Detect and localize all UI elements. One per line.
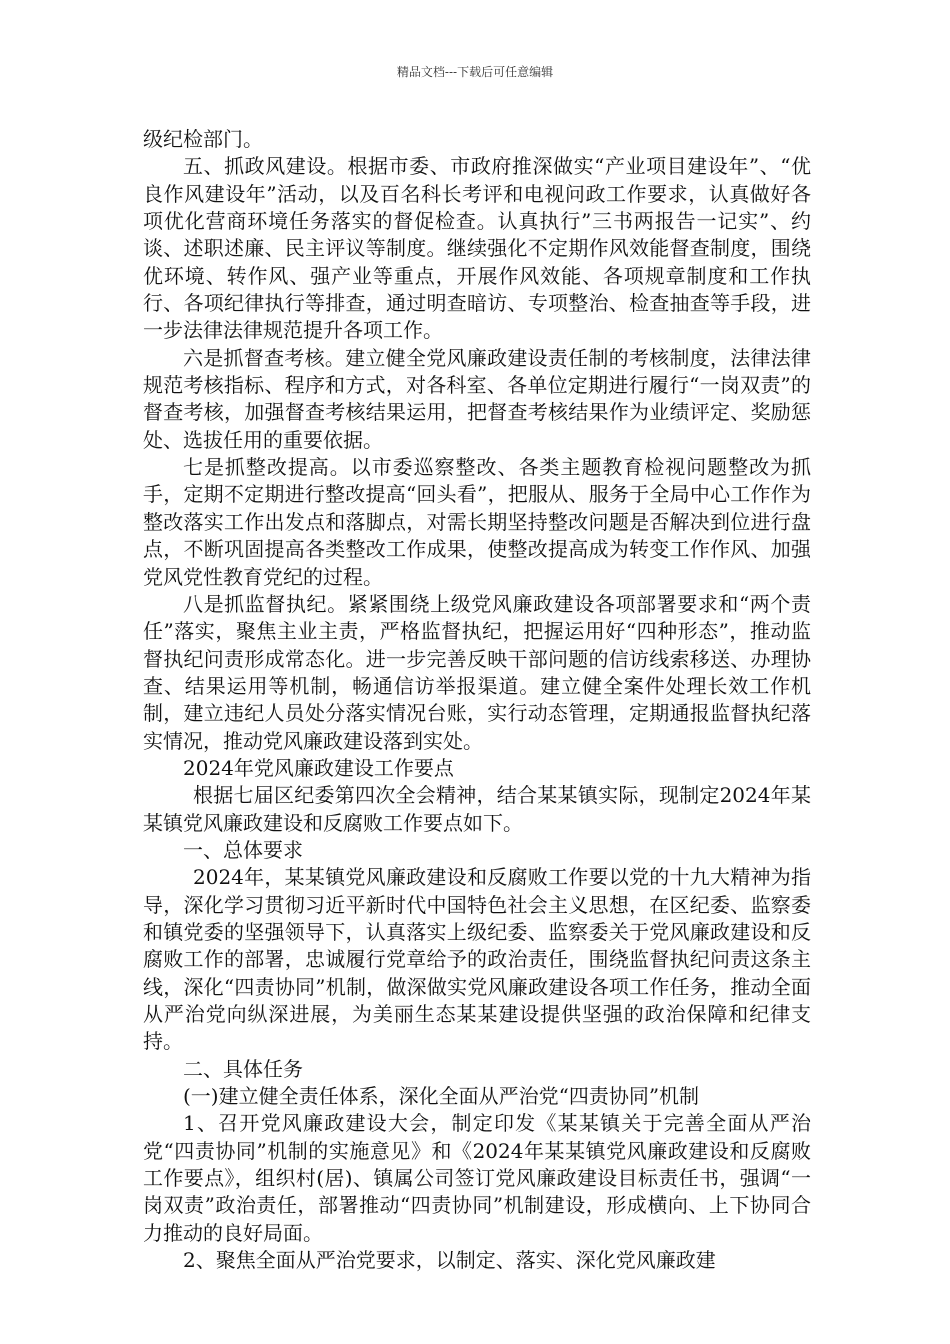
paragraph-item-8: 八是抓监督执纪。紧紧围绕上级党风廉政建设各项部署要求和“两个责任”落实，聚焦主业主责，严格监督执纪，把握运用好“四种形态”，推动监督执纪问责形成常态化。进一步完善反映干部问题的信访线索移送、办理协查、结果运用等机制，畅通信访举报渠道。建立健全案件处理长效工作机制，建立违纪人员处分落实情况台账，实行动态管理，定期通报监督执纪落实情况，推动党风廉政建设落到实处。 [143,591,811,753]
paragraph-general-requirements: 2024年，某某镇党风廉政建设和反腐败工作要以党的十九大精神为指导，深化学习贯彻习近平新时代中国特色社会主义思想，在区纪委、监察委和镇党委的坚强领导下，认真落实上级纪委、监察委关于党风廉政建设和反腐败工作的部署，忠诚履行党章给予的政治责任，围绕监督执纪问责这条主线，深化“四责协同”机制，做深做实党风廉政建设各项工作任务，推动全面从严治党向纵深进展，为美丽生态某某建设提供坚强的政治保障和纪律支持。 [143,865,811,1054]
subheading-task-1: (一)建立健全责任体系，深化全面从严治党“四责协同”机制 [183,1084,700,1109]
paragraph-continuation: 级纪检部门。 [143,127,263,151]
paragraph-task-1-2: 2、聚焦全面从严治党要求，以制定、落实、深化党风廉政建 [183,1248,716,1273]
heading-general-requirements: 一、总体要求 [183,837,303,862]
paragraph-item-6: 六是抓督查考核。建立健全党风廉政建设责任制的考核制度，法律法律规范考核指标、程序和方式，对各科室、各单位定期进行履行“一岗双责”的督查考核，加强督查考核结果运用，把督查考核结果作为业绩评定、奖励惩处、选拔任用的重要依据。 [143,345,811,452]
paragraph-task-1-1: 1、召开党风廉政建设大会，制定印发《某某镇关于完善全面从严治党“四责协同”机制的实施意见》和《2024年某某镇党风廉政建设和反腐败工作要点》，组织村(居)、镇属公司签订党风廉政建设目标责任书，强调“一岗双责”政治责任，部署推动“四责协同”机制建设，形成横向、上下协同合力推动的良好局面。 [143,1111,811,1245]
paragraph-item-7: 七是抓整改提高。以市委巡察整改、各类主题教育检视问题整改为抓手，定期不定期进行整改提高“回头看”，把服从、服务于全局中心工作作为整改落实工作出发点和落脚点，对需长期坚持整改问题是否解决到位进行盘点，不断巩固提高各类整改工作成果，使整改提高成为转变工作作风、加强党风党性教育党纪的过程。 [143,455,811,589]
section-title: 2024年党风廉政建设工作要点 [183,755,454,780]
paragraph-intro: 根据七届区纪委第四次全会精神，结合某某镇实际，现制定2024年某某镇党风廉政建设和反腐败工作要点如下。 [143,783,811,835]
page-header: 精品文档---下载后可任意编辑 [396,65,554,79]
document-body [143,126,811,1274]
paragraph-item-5: 五、抓政风建设。根据市委、市政府推深做实“产业项目建设年”、“优良作风建设年”活动，以及百名科长考评和电视问政工作要求，认真做好各项优化营商环境任务落实的督促检查。认真执行”三书两报告一记实”、约谈、述职述廉、民主评议等制度。继续强化不定期作风效能督查制度，围绕优环境、转作风、强产业等重点，开展作风效能、各项规章制度和工作执行、各项纪律执行等排查，通过明查暗访、专项整治、检查抽查等手段，进一步法律法律规范提升各项工作。 [143,154,811,343]
heading-specific-tasks: 二、具体任务 [183,1056,303,1081]
